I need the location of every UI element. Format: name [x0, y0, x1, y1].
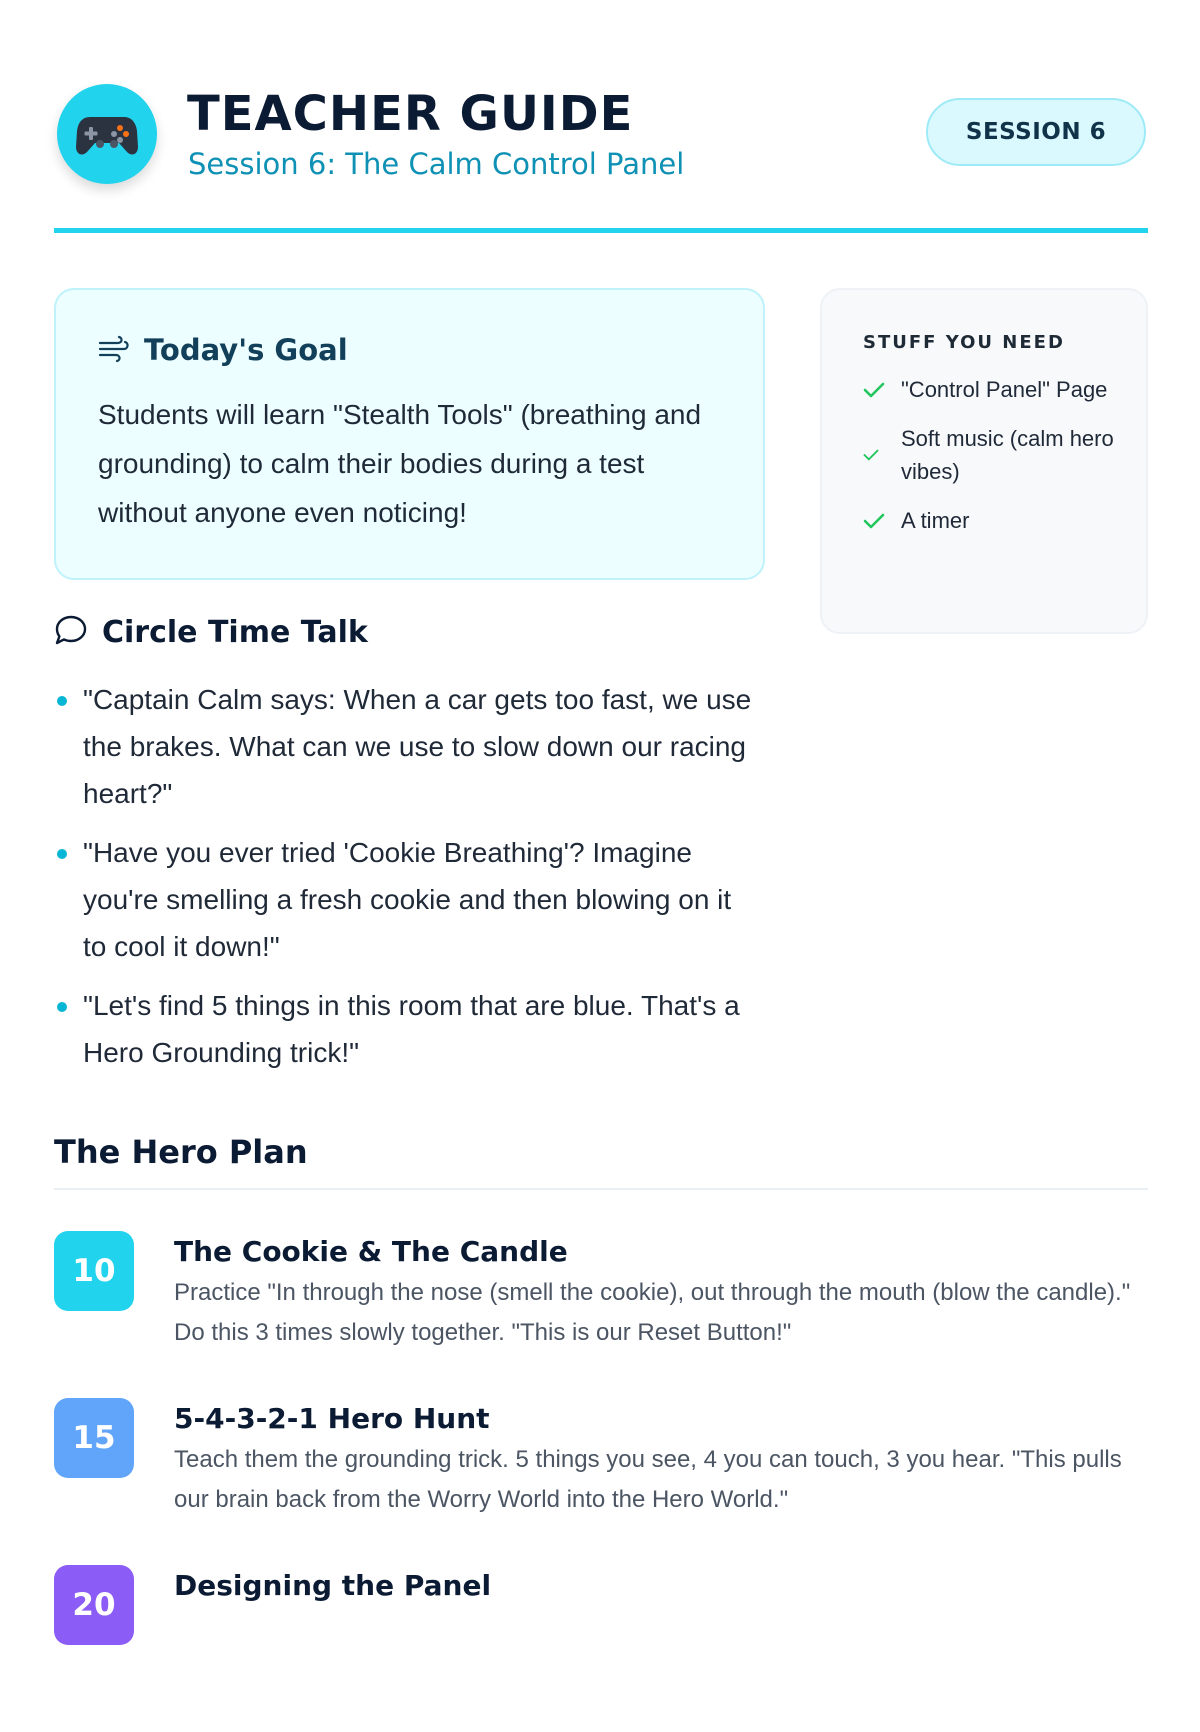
step-minutes-badge: 10	[54, 1231, 134, 1311]
supply-label: A timer	[901, 508, 970, 533]
gamepad-icon	[57, 84, 157, 184]
page-header	[54, 84, 1148, 190]
supplies-title: STUFF YOU NEED	[863, 332, 1065, 353]
plan-step	[54, 1398, 1148, 1565]
plan-step	[54, 1565, 1148, 1732]
speech-bubble-icon	[54, 614, 88, 651]
wind-icon	[98, 334, 130, 367]
talk-text: "Captain Calm says: When a car gets too fast, we use the brakes. What can we use to slow down our racing heart?"	[83, 684, 752, 809]
talk-item	[54, 829, 754, 970]
plan-title: The Hero Plan	[54, 1133, 308, 1171]
step-body	[174, 1402, 1148, 1520]
bullet-dot	[57, 1002, 67, 1012]
plan-step	[54, 1231, 1148, 1398]
step-title: 5-4-3-2-1 Hero Hunt	[174, 1402, 490, 1435]
header-divider	[54, 228, 1148, 233]
supply-label: Soft music (calm hero vibes)	[901, 426, 1114, 484]
talk-item	[54, 982, 754, 1076]
step-body	[174, 1235, 1148, 1353]
step-title: The Cookie & The Candle	[174, 1235, 568, 1268]
check-icon	[863, 512, 893, 530]
supply-label: "Control Panel" Page	[901, 377, 1108, 402]
goal-header	[98, 330, 721, 370]
supply-item	[863, 373, 1116, 406]
step-minutes-badge: 20	[54, 1565, 134, 1645]
bullet-dot	[57, 849, 67, 859]
talk-text: "Let's find 5 things in this room that are blue. That's a Hero Grounding trick!"	[83, 990, 740, 1068]
check-icon	[863, 381, 893, 399]
page-subtitle: Session 6: The Calm Control Panel	[188, 147, 685, 181]
session-badge: SESSION 6	[926, 98, 1146, 166]
supplies-card	[820, 288, 1148, 634]
bullet-dot	[57, 696, 67, 706]
plan-steps	[54, 1231, 1148, 1732]
talk-list	[54, 676, 754, 1088]
step-description: Teach them the grounding trick. 5 things you see, 4 you can touch, 3 you hear. "This pulls our brain back from the Worry World into the Hero World."	[174, 1446, 1122, 1513]
talk-text: "Have you ever tried 'Cookie Breathing'? Imagine you're smelling a fresh cookie and then blowing on it to cool it down!"	[83, 837, 732, 962]
supply-item	[863, 422, 1116, 488]
supply-item	[863, 504, 1116, 537]
circle-time-header	[54, 612, 368, 652]
circle-time-title: Circle Time Talk	[102, 614, 368, 650]
step-description: Practice "In through the nose (smell the cookie), out through the mouth (blow the candle)." Do this 3 times slowly together. "This is our Reset Button!"	[174, 1279, 1131, 1346]
goal-title: Today's Goal	[144, 333, 348, 367]
step-title: Designing the Panel	[174, 1569, 492, 1602]
supply-list	[863, 373, 1116, 537]
goal-text: Students will learn "Stealth Tools" (breathing and grounding) to calm their bodies during a test without anyone even noticing!	[98, 399, 702, 528]
page-title: TEACHER GUIDE	[187, 86, 634, 142]
step-minutes-badge: 15	[54, 1398, 134, 1478]
goal-card	[54, 288, 765, 580]
check-icon	[863, 448, 893, 462]
step-body	[174, 1569, 1148, 1607]
plan-divider	[54, 1188, 1148, 1190]
talk-item	[54, 676, 754, 817]
